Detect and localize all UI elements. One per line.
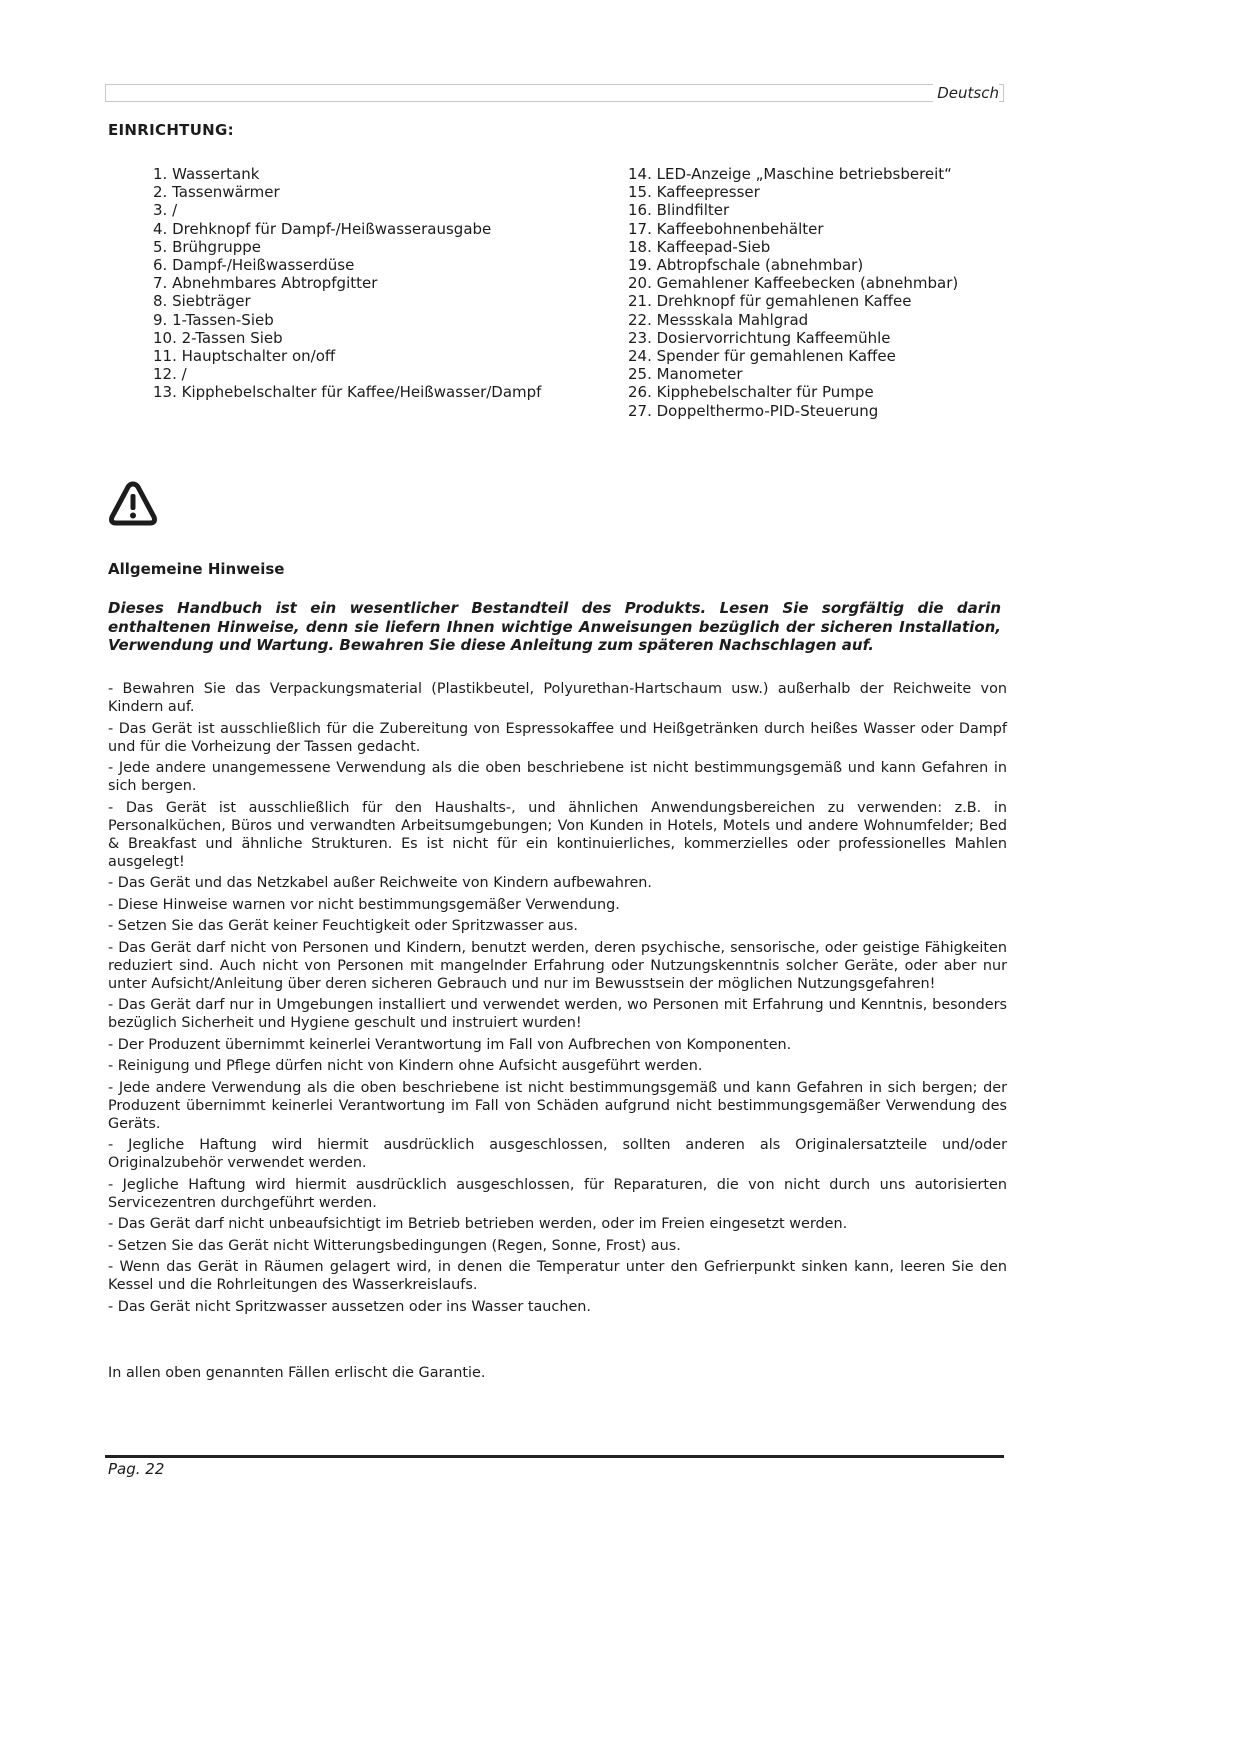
parts-list-right [628,165,958,420]
list-item: 11. Hauptschalter on/off [153,347,336,366]
intro-paragraph: Dieses Handbuch ist ein wesentlicher Bestandteil des Produkts. Lesen Sie sorgfältig die darin enthaltenen Hinweise, denn sie liefern Ihnen wichtige Anweisungen bezüglich der sicheren Installation, Verwendung und Wartung. Bewahren Sie diese Anleitung zum späteren Nachschlagen auf. [108,599,1001,654]
footer-divider [105,1455,1004,1458]
list-item: - Jegliche Haftung wird hiermit ausdrücklich ausgeschlossen, für Reparaturen, die von nicht durch uns autorisierten Servicezentren durchgeführt werden. [108,1176,1007,1211]
list-item: - Jegliche Haftung wird hiermit ausdrücklich ausgeschlossen, sollten anderen als Originalersatzteile und/oder Originalzubehör verwendet werden. [108,1137,1007,1171]
list-item: 8. Siebträger [153,292,251,311]
list-item: 20. Gemahlener Kaffeebecken (abnehmbar) [628,274,959,293]
list-item: 22. Messskala Mahlgrad [628,310,809,329]
list-item: 27. Doppelthermo-PID-Steuerung [628,401,879,420]
list-item: 14. LED-Anzeige „Maschine betriebsbereit“ [628,165,952,183]
list-item: - Diese Hinweise warnen vor nicht bestimmungsgemäßer Verwendung. [108,896,620,913]
list-item: 6. Dampf-/Heißwasserdüse [153,256,355,275]
list-item: 7. Abnehmbares Abtropfgitter [153,274,378,293]
list-item: 17. Kaffeebohnenbehälter [628,219,824,238]
list-item: 5. Brühgruppe [153,237,262,256]
list-item: - Reinigung und Pflege dürfen nicht von Kindern ohne Aufsicht ausgeführt werden. [108,1058,703,1074]
list-item: - Setzen Sie das Gerät keiner Feuchtigkeit oder Spritzwasser aus. [108,918,578,934]
list-item: - Wenn das Gerät in Räumen gelagert wird, in denen die Temperatur unter den Gefrierpunkt sinken kann, leeren Sie den Kessel und die Rohrleitungen des Wasserkreislaufs. [108,1259,1007,1293]
warning-triangle-icon [108,480,158,528]
header-bar [105,84,1004,102]
list-item: 21. Drehknopf für gemahlenen Kaffee [628,292,912,311]
list-item: - Das Gerät und das Netzkabel außer Reichweite von Kindern aufbewahren. [108,875,652,891]
list-item: - Das Gerät darf nur in Umgebungen installiert und verwendet werden, wo Personen mit Erfahrung und Kenntnis, besonders bezüglich Sicherheit und Hygiene geschult und instruiert wurden! [108,997,1007,1031]
list-item: 10. 2-Tassen Sieb [153,328,283,347]
list-item: - Das Gerät nicht Spritzwasser aussetzen oder ins Wasser tauchen. [108,1298,592,1315]
hints-list [108,680,1007,1319]
list-item: - Das Gerät ist ausschließlich für die Zubereitung von Espressokaffee und Heißgetränken durch heißes Wasser oder Dampf und für die Vorheizung der Tassen gedacht. [108,720,1007,755]
list-item: - Jede andere unangemessene Verwendung als die oben beschriebene ist nicht bestimmungsgemäß und kann Gefahren in sich bergen. [108,760,1007,794]
general-notes-title: Allgemeine Hinweise [108,560,285,578]
list-item: 16. Blindfilter [628,201,730,220]
list-item: 19. Abtropfschale (abnehmbar) [628,256,864,275]
list-item: 12. / [153,365,187,384]
list-item: - Der Produzent übernimmt keinerlei Verantwortung im Fall von Aufbrechen von Komponenten. [108,1036,792,1053]
warranty-note: In allen oben genannten Fällen erlischt die Garantie. [108,1365,486,1381]
list-item: 26. Kipphebelschalter für Pumpe [628,383,874,402]
list-item: 13. Kipphebelschalter für Kaffee/Heißwasser/Dampf [153,383,542,402]
list-item: 2. Tassenwärmer [153,183,280,202]
list-item: - Setzen Sie das Gerät nicht Witterungsbedingungen (Regen, Sonne, Frost) aus. [108,1237,681,1254]
list-item: 18. Kaffeepad-Sieb [628,237,771,256]
list-item: 25. Manometer [628,365,743,384]
list-item: - Jede andere Verwendung als die oben beschriebene ist nicht bestimmungsgemäß und kann Gefahren in sich bergen; der Produzent übernimmt keinerlei Verantwortung im Fall von Schäden aufgrund nicht bestimmungsgemäßer Verwendung des Geräts. [108,1079,1007,1132]
list-item: 4. Drehknopf für Dampf-/Heißwasserausgabe [153,219,492,238]
list-item: 3. / [153,201,178,220]
list-item: 23. Dosiervorrichtung Kaffeemühle [628,328,891,347]
list-item: - Das Gerät darf nicht von Personen und Kindern, benutzt werden, deren psychische, sensorische, oder geistige Fähigkeiten reduziert sind. Auch nicht von Personen mit mangelnder Erfahrung oder Nutzungskenntnis solcher Geräte, oder aber nur unter Aufsicht/Anleitung über deren sicheren Gebrauch und nur im Bewusstsein der möglichen Nutzungsgefahren! [108,939,1007,992]
list-item: 15. Kaffeepresser [628,183,760,202]
list-item: - Bewahren Sie das Verpackungsmaterial (Plastikbeutel, Polyurethan-Hartschaum usw.) außerhalb der Reichweite von Kindern auf. [108,681,1007,715]
list-item: - Das Gerät ist ausschließlich für den Haushalts-, und ähnlichen Anwendungsbereichen zu verwenden: z.B. in Personalküchen, Büros und verwandten Arbeitsumgebungen; Von Kunden in Hotels, Motels und andere Wohnumfelder; Bed & Breakfast und ähnliche Strukturen. Es ist nicht für ein kontinuierliches, kommerzielles oder professionelles Mahlen ausgelegt! [108,799,1007,870]
language-label: Deutsch [933,84,999,102]
list-item: 1. Wassertank [153,165,260,183]
setup-title: EINRICHTUNG: [108,121,234,139]
list-item: 9. 1-Tassen-Sieb [153,310,274,329]
list-item: 24. Spender für gemahlenen Kaffee [628,347,896,366]
parts-list-left [153,165,541,402]
page-number: Pag. 22 [108,1460,165,1478]
list-item: - Das Gerät darf nicht unbeaufsichtigt im Betrieb betrieben werden, oder im Freien eingesetzt werden. [108,1216,848,1232]
